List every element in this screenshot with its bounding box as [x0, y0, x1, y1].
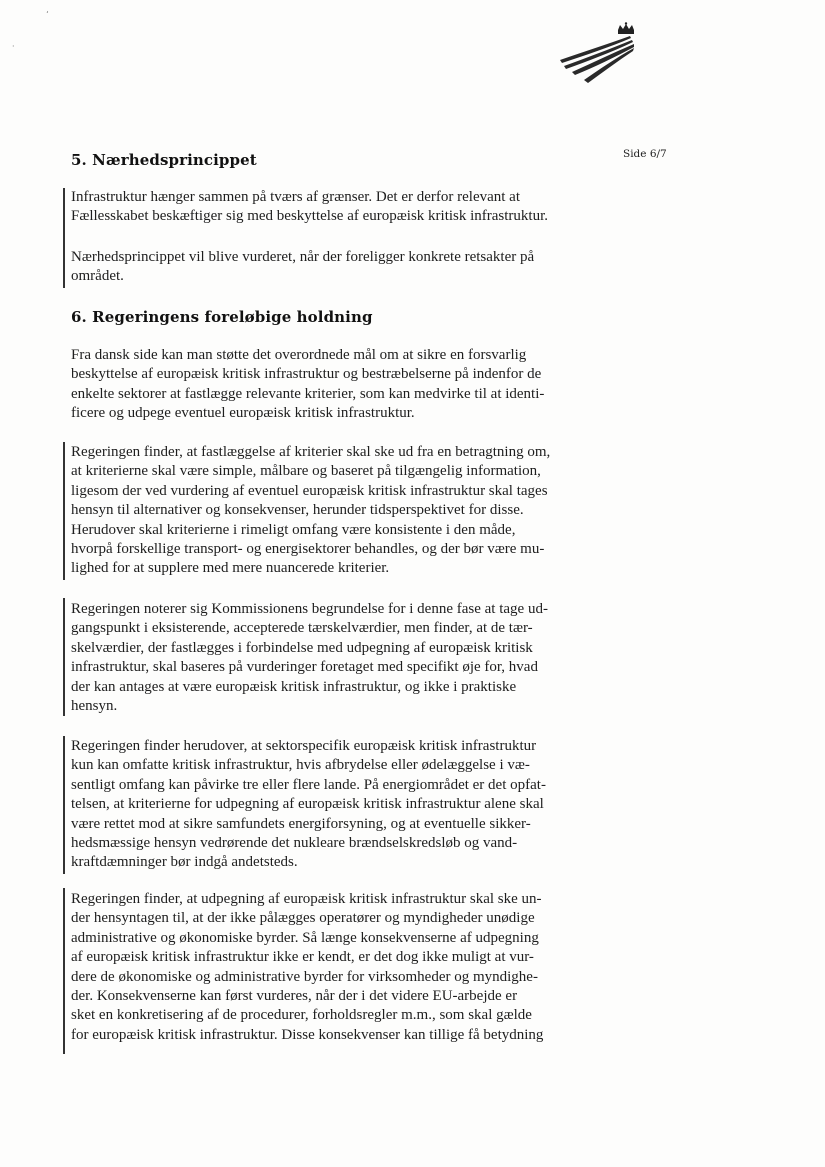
change-bar	[63, 188, 65, 288]
paragraph: Regeringen finder, at fastlæggelse af kriterier skal ske ud fra en betragtning om, at kriterierne skal være simple, målbare og baseret på tilgængelig information, ligesom der ved vurdering af eventuel europæisk kritisk infrastruktur skal tages hensyn til alternativer og konsekvenser, herunder tidsperspektivet for disse. Herudover skal kriterierne i rimeligt omfang være konsistente i den måde, hvorpå forskellige transport- og energisektorer behandles, og der bør være mu- lighed for at supplere med mere nuancerede kriterier.	[71, 444, 551, 577]
paragraph: Regeringen finder, at udpegning af europæisk kritisk infrastruktur skal ske un- der hensyntagen til, at der ikke pålægges operatører og myndigheder unødige administrative og økonomiske byrder. Så længe konsekvenserne af udpegning af europæisk kritisk infrastruktur ikke er kendt, er det dog ikke muligt at vur- dere de økonomiske og administrative byrder for virksomheder og myndighe- der. Konsekvenserne kan først vurderes, når der i det videre EU-arbejde er sket en konkretisering af de procedurer, forholdsregler m.m., som skal gælde for europæisk kritisk infrastruktur. Disse konsekvenser kan tillige få betydning	[71, 891, 544, 1043]
page-number: Side 6/7	[623, 148, 667, 160]
scan-speck: ʻ	[46, 10, 49, 19]
paragraph: Infrastruktur hænger sammen på tværs af grænser. Det er derfor relevant at Fællesskabet beskæftiger sig med beskyttelse af europæisk kritisk infrastruktur.	[71, 189, 549, 225]
section-heading-5: 5. Nærhedsprincippet	[71, 151, 257, 169]
change-bar	[63, 442, 65, 580]
paragraph: Regeringen noterer sig Kommissionens begrundelse for i denne fase at tage ud- gangspunkt i eksisterende, accepterede tærskelværdier, men finder, at de tær- skelværdier, der fastlægges i forbindelse med udpegning af europæisk kritisk infrastruktur, skal baseres på vurderinger foretaget med specifikt øje for, hvad der kan antages at være europæisk kritisk infrastruktur, og ikke i praktiske hensyn.	[71, 601, 548, 715]
ministry-logo	[558, 22, 648, 84]
scan-speck: ·	[12, 42, 15, 51]
change-bar	[63, 736, 65, 874]
section-heading-6: 6. Regeringens foreløbige holdning	[71, 308, 373, 326]
change-bar	[63, 598, 65, 716]
paragraph: Nærhedsprincippet vil blive vurderet, når der foreligger konkrete retsakter på området.	[71, 249, 535, 285]
change-bar	[63, 888, 65, 1054]
crown-icon	[618, 22, 634, 34]
paragraph: Fra dansk side kan man støtte det overordnede mål om at sikre en forsvarlig beskyttelse af europæisk kritisk infrastruktur og bestræbelserne på indenfor de enkelte sektorer at fastlægge relevante kriterier, som kan medvirke til at identi- ficere og udpege eventuel europæisk kritisk infrastruktur.	[71, 347, 545, 422]
swoosh-graphic	[560, 36, 634, 83]
paragraph: Regeringen finder herudover, at sektorspecifik europæisk kritisk infrastruktur kun kan omfatte kritisk infrastruktur, hvis afbrydelse eller ødelæggelse i væ- sentligt omfang kan påvirke tre eller flere lande. På energiområdet er det opfat- telsen, at kriterierne for udpegning af europæisk kritisk infrastruktur alene skal være rettet mod at sikre samfundets energiforsyning, og at eventuelle sikker- hedsmæssige hensyn vedrørende det nukleare brændselskredsløb og vand- kraftdæmninger bør indgå andetsteds.	[71, 738, 546, 871]
